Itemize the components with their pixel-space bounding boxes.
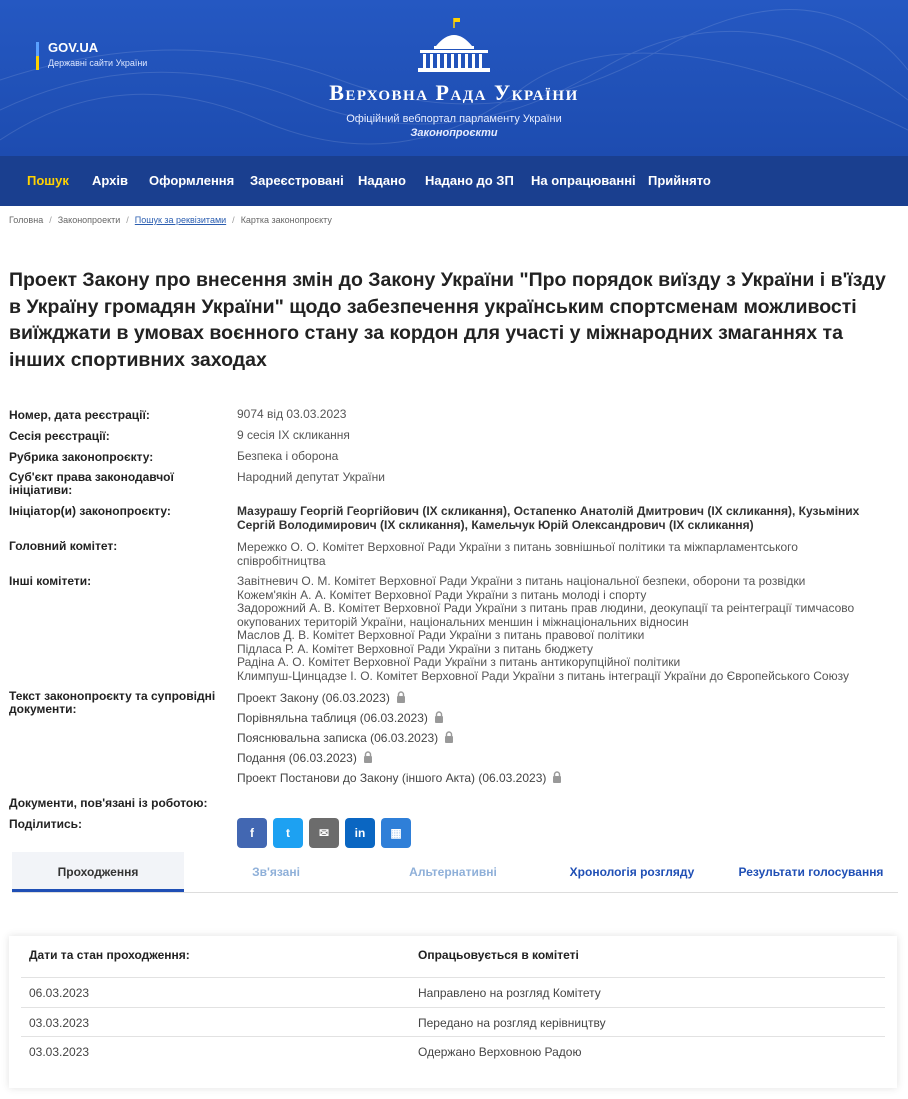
status-col-header-stage: Опрацьовується в комітеті: [418, 948, 579, 962]
breadcrumb: [9, 215, 332, 225]
twitter-icon: t: [286, 826, 290, 840]
linkedin-icon: in: [354, 826, 366, 840]
document-title[interactable]: Проект Постанови до Закону (іншого Акта) (06.03.2023): [237, 771, 547, 785]
facebook-share-button[interactable]: [237, 818, 267, 848]
document-title[interactable]: Порівняльна таблиця (06.03.2023): [237, 711, 428, 725]
lock-icon: [396, 691, 406, 703]
session-value: 9 сесія IX скликання: [237, 428, 350, 442]
status-table: [9, 936, 897, 1088]
committee-item: Задорожний А. В. Комітет Верховної Ради України з питань прав людини, деокупації та реінтеграції тимчасово: [237, 601, 855, 615]
committee-item: Кожем'якін А. А. Комітет Верховної Ради України з питань молоді і спорту: [237, 587, 647, 602]
tab-divider: [12, 892, 898, 893]
breadcrumb-separator: /: [126, 215, 129, 225]
tab-passage[interactable]: Проходження: [12, 852, 184, 892]
rubric-label: Рубрика законопроєкту:: [9, 450, 154, 464]
breadcrumb-home[interactable]: Головна: [9, 215, 44, 225]
rubric-value: Безпека і оборона: [237, 449, 339, 463]
related-docs-label: Документи, пов'язані із роботою:: [9, 796, 208, 810]
page-title: Проект Закону про внесення змін до Закону України "Про порядок виїзду з України і в'їзду в Україну громадян України" щодо забезпечення українським спортсменам можливості виїжджати в умовах воєнного стану за кордон для участі у міжнародних змаганнях та інших спортивних заходах: [9, 269, 886, 371]
nav-item-adopted[interactable]: Прийнято: [648, 173, 711, 188]
document-item[interactable]: [237, 748, 562, 768]
table-row: [21, 1007, 885, 1037]
facebook-icon: f: [250, 826, 254, 840]
govua-subtitle: Державні сайти України: [48, 58, 148, 68]
nav-item-submitted-zp[interactable]: Надано до ЗП: [425, 173, 514, 188]
nav-item-search[interactable]: Пошук: [27, 173, 69, 188]
linkedin-share-button[interactable]: [345, 818, 375, 848]
committee-item: Підласа Р. А. Комітет Верховної Ради України з питань бюджету: [237, 641, 594, 656]
status-event: Передано на розгляд керівництву: [418, 1016, 606, 1030]
document-title[interactable]: Подання (06.03.2023): [237, 751, 357, 765]
breadcrumb-current: Картка законопроєкту: [240, 215, 332, 225]
tab-voting-results[interactable]: Результати голосування: [738, 865, 884, 879]
table-row: [21, 1036, 885, 1066]
document-item[interactable]: [237, 708, 562, 728]
status-date: 03.03.2023: [29, 1016, 90, 1030]
lock-icon: [552, 771, 562, 783]
subject-value: Народний депутат України: [237, 470, 385, 484]
email-share-button[interactable]: [309, 818, 339, 848]
lock-icon: [444, 731, 454, 743]
committee-item: Завітневич О. М. Комітет Верховної Ради України з питань національної безпеки, оборони та розвідки: [237, 574, 806, 588]
parliament-building-icon[interactable]: [414, 16, 494, 74]
number-value: 9074 від 03.03.2023: [237, 407, 347, 421]
lock-icon: [434, 711, 444, 723]
qr-code-share-button[interactable]: [381, 818, 411, 848]
session-label: Сесія реєстрації:: [9, 429, 110, 443]
main-nav: [0, 156, 908, 206]
tab-chronology[interactable]: Хронологія розгляду: [569, 865, 695, 879]
lock-icon: [363, 751, 373, 763]
status-event: Одержано Верховною Радою: [418, 1045, 582, 1059]
site-section: Законопроєкти: [410, 127, 498, 139]
govua-name: GOV.UA: [48, 40, 99, 55]
qr-code-icon: ▦: [390, 826, 402, 840]
site-header: [0, 0, 908, 156]
table-row: [21, 977, 885, 1007]
breadcrumb-search[interactable]: Пошук за реквізитами: [134, 215, 227, 225]
document-item[interactable]: [237, 768, 562, 788]
status-col-header-dates: Дати та стан проходження:: [29, 948, 190, 962]
subject-label: Суб'єкт права законодавчої ініціативи:: [9, 470, 174, 497]
email-icon: ✉: [318, 826, 330, 840]
nav-item-registered[interactable]: Зареєстровані: [250, 173, 344, 188]
govua-flag-bar: [36, 42, 39, 70]
tab-alternative[interactable]: Альтернативні: [409, 865, 497, 879]
documents-label: Текст законопроєкту та супровідні документи:: [9, 689, 216, 716]
committee-item: Радіна А. О. Комітет Верховної Ради України з питань антикорупційної політики: [237, 655, 681, 669]
documents-list: [237, 688, 562, 788]
site-title[interactable]: Верховна Рада України: [329, 80, 579, 105]
document-title[interactable]: Проект Закону (06.03.2023): [237, 691, 390, 705]
nav-item-drafting[interactable]: Оформлення: [149, 173, 235, 188]
other-committees-list: [237, 575, 897, 683]
initiators-label: Ініціатор(и) законопроєкту:: [9, 504, 171, 518]
main-committee-label: Головний комітет:: [9, 539, 118, 553]
status-event: Направлено на розгляд Комітету: [418, 986, 601, 1000]
document-item[interactable]: [237, 728, 562, 748]
share-label: Поділитись:: [9, 817, 83, 831]
status-date: 06.03.2023: [29, 986, 90, 1000]
breadcrumb-bills[interactable]: Законопроекти: [57, 215, 121, 225]
nav-item-submitted[interactable]: Надано: [358, 173, 406, 188]
committee-item: Климпуш-Цинцадзе І. О. Комітет Верховної Ради України з питань інтеграції України до Європейського Союзу: [237, 668, 849, 683]
document-item[interactable]: [237, 688, 562, 708]
document-title[interactable]: Пояснювальна записка (06.03.2023): [237, 731, 439, 745]
nav-item-in-progress[interactable]: На опрацюванні: [531, 173, 636, 188]
main-committee-value: Мережко О. О. Комітет Верховної Ради України з питань зовнішньої політики та міжпарламентського співробітництва: [237, 540, 798, 568]
nav-item-archive[interactable]: Архів: [92, 173, 128, 188]
breadcrumb-separator: /: [49, 215, 52, 225]
site-subtitle: Офіційний вебпортал парламенту України: [346, 113, 562, 125]
other-committees-label: Інші комітети:: [9, 574, 92, 588]
tab-related[interactable]: Зв'язані: [252, 865, 300, 879]
tab-bar: [12, 852, 898, 894]
status-date: 03.03.2023: [29, 1045, 90, 1059]
initiators-value[interactable]: Мазурашу Георгій Георгійович (IX скликання), Остапенко Анатолій Дмитрович (IX скликання), Кузьміних Сергій Володимирович (IX скликання), Камельчук Юрій Олександрович (IX скликання): [237, 504, 860, 532]
committee-item: Маслов Д. В. Комітет Верховної Ради України з питань правової політики: [237, 628, 645, 642]
number-label: Номер, дата реєстрації:: [9, 408, 150, 422]
twitter-share-button[interactable]: [273, 818, 303, 848]
breadcrumb-separator: /: [232, 215, 235, 225]
committee-item: окупованих територій України, національних меншин і міжнаціональних відносин: [237, 614, 689, 629]
